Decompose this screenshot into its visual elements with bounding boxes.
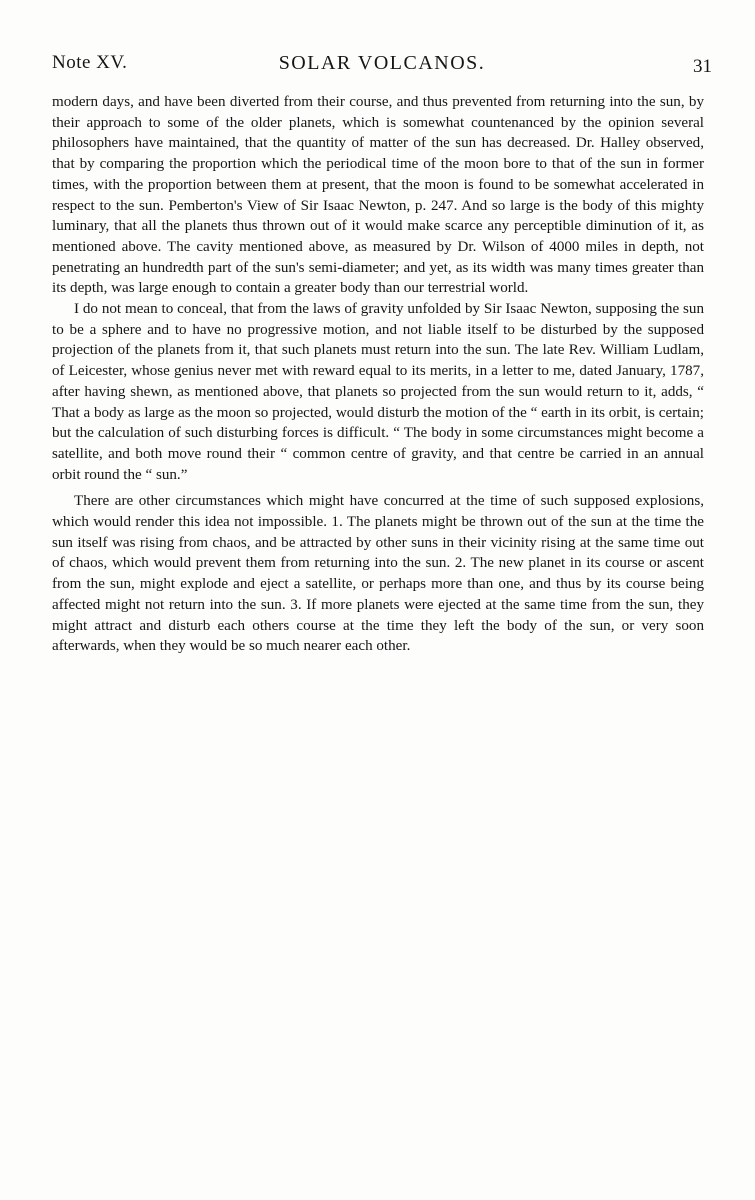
note-label: Note XV. bbox=[52, 52, 128, 73]
body-text bbox=[52, 92, 704, 657]
running-title: SOLAR VOLCANOS. bbox=[278, 52, 486, 74]
page-number: 31 bbox=[693, 56, 712, 77]
paragraph-ludlam-letter: I do not mean to conceal, that from the laws of gravity unfolded by Sir Isaac Newton, supposing the sun to be a sphere and to have no progressive motion, and not liable itself to be disturbed by the supposed projection of the planets from it, that such planets must return into the sun. The late Rev. William Ludlam, of Leicester, whose genius never met with reward equal to its merits, in a letter to me, dated January, 1787, after having shewn, as mentioned above, that planets so projected from the sun would return to it, adds, “ That a body as large as the moon so projected, would disturb the motion of the “ earth in its orbit, is certain; but the calculation of such disturbing forces is difficult. “ The body in some circumstances might become a satellite, and both move round their “ common centre of gravity, and that centre be carried in an annual orbit round the “ sun.” bbox=[52, 301, 704, 483]
paragraph-other-circumstances: There are other circumstances which might have concurred at the time of such supposed explosions, which would render this idea not impossible. 1. The planets might be thrown out of the sun at the time the sun itself was rising from chaos, and be attracted by other suns in their vicinity rising at the same time out of chaos, which would prevent them from returning into the sun. 2. The new planet in its course or ascent from the sun, might explode and eject a satellite, or perhaps more than one, and thus by its course being affected might not return into the sun. 3. If more planets were ejected at the same time from the sun, they might attract and disturb each others course at the time they left the body of the sun, or very soon afterwards, when they would be so much nearer each other. bbox=[52, 493, 704, 655]
paragraph-continuation: modern days, and have been diverted from their course, and thus prevented from returning into the sun, by their approach to some of the older planets, which is somewhat countenanced by the opinion several philosophers have maintained, that the quantity of matter of the sun has decreased. Dr. Halley observed, that by comparing the proportion which the periodical time of the moon bore to that of the sun in former times, with the proportion between them at present, that the moon is found to be somewhat accelerated in respect to the sun. Pemberton's View of Sir Isaac Newton, p. 247. And so large is the body of this mighty luminary, that all the planets thus thrown out of it would make scarce any perceptible diminution of it, as mentioned above. The cavity mentioned above, as measured by Dr. Wilson of 4000 miles in depth, not penetrating an hundredth part of the sun's semi-diameter; and yet, as its width was many times greater than its depth, was large enough to contain a greater body than our terrestrial world. bbox=[52, 94, 704, 297]
page-header bbox=[52, 52, 712, 82]
